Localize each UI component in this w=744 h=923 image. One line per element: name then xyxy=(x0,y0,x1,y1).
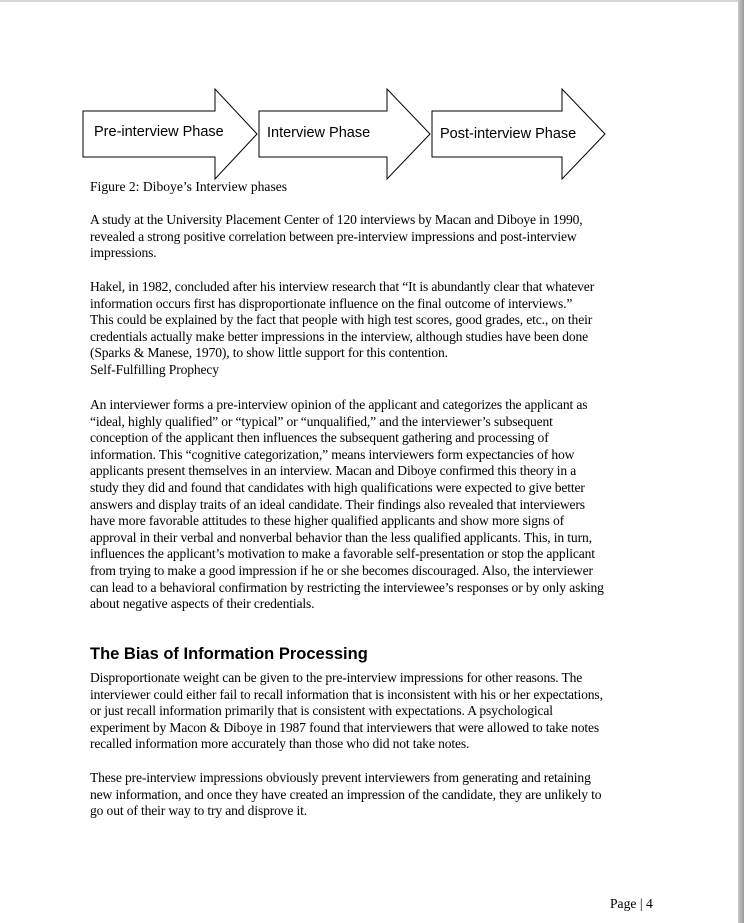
paragraph-macan-diboye-study: A study at the University Placement Center of 120 interviews by Macan and Diboye in 1990, revealed a strong positive correlation between pre-interview impressions and post-interview impressions. xyxy=(90,212,583,261)
paragraph-cognitive-categorization: An interviewer forms a pre-interview opinion of the applicant and categorizes the applicant as “ideal, highly qualified” or “typical” or “unqualified,” and the interviewer’s subsequent conception of the applicant then influences the subsequent gathering and processing of information. This “cognitive categorization,” means interviewers form expectancies of how applicants present themselves in an interview. Macan and Diboye confirmed this theory in a study they did and found that candidates with high qualifications were expected to give better answers and display traits of an ideal candidate. Their findings also revealed that interviewers have more favorable attitudes to these higher qualified applicants and show more signs of approval in their verbal and nonverbal behavior than the less qualified applicants. This, in turn, influences the applicant’s motivation to make a favorable self-presentation or stop the applicant from trying to make a good impression if he or she becomes discouraged. Also, the interviewer can lead to a behavioral confirmation by restricting the interviewee’s responses or by only asking about negative aspects of their credentials. xyxy=(90,397,604,612)
paragraph-pre-interview-impressions: These pre-interview impressions obviously prevent interviewers from generating and retaining new information, and once they have created an impression of the candidate, they are unlikely to go out of their way to try and disprove it. xyxy=(90,770,602,819)
section-heading: The Bias of Information Processing xyxy=(90,645,368,663)
paragraph-disproportionate-weight: Disproportionate weight can be given to the pre-interview impressions for other reasons. The interviewer could either fail to recall information that is inconsistent with his or her expectations, or just recall information primarily that is consistent with expectations. A psychological experiment by Macon & Diboye in 1987 found that interviewers that were allowed to take notes recalled information more accurately than those who did not take notes. xyxy=(90,670,603,752)
phase-label-post-interview: Post-interview Phase xyxy=(440,126,577,142)
phase-label-interview: Interview Phase xyxy=(267,125,371,141)
figure-caption: Figure 2: Diboye’s Interview phases xyxy=(90,179,288,194)
page-right-edge xyxy=(738,0,744,923)
interview-phases-diagram xyxy=(82,88,612,183)
phase-label-pre-interview: Pre-interview Phase xyxy=(94,124,224,140)
paragraph-hakel: Hakel, in 1982, concluded after his interview research that “It is abundantly clear that whatever information occurs first has disproportionate influence on the final outcome of interviews.” This could be explained by the fact that people with high test scores, good grades, etc., on their credentials actually make better impressions in the interview, although studies have been done (Sparks & Manese, 1970), to show little support for this contention. Self-Fulfilling Prophecy xyxy=(90,279,595,377)
page-number: Page | 4 xyxy=(610,896,653,911)
page-top-edge xyxy=(0,0,744,2)
